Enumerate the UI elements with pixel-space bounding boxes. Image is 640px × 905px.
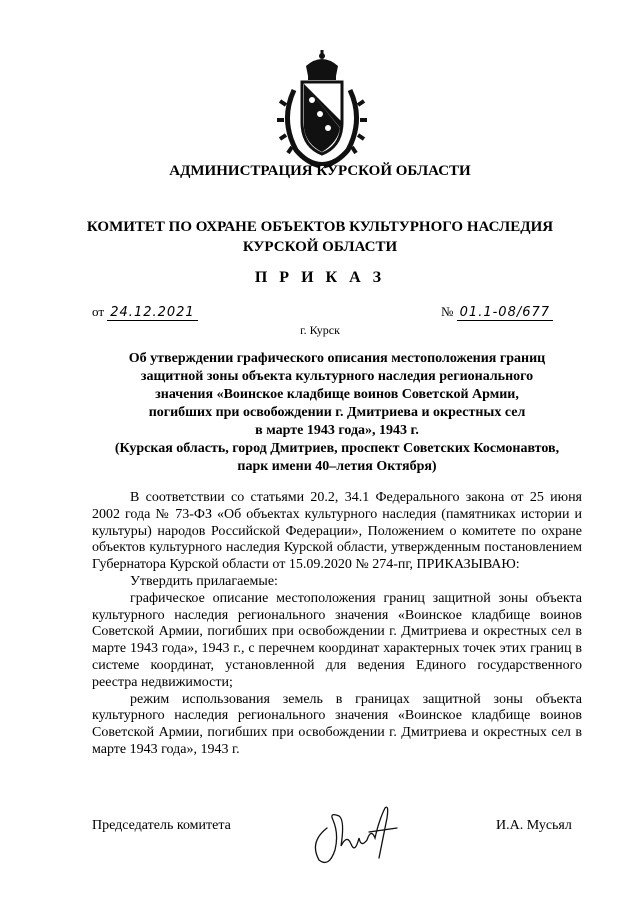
number-prefix: №	[441, 304, 454, 319]
order-title	[92, 350, 582, 476]
title-line: защитной зоны объекта культурного наследия регионального	[140, 369, 534, 384]
date-prefix: от	[92, 304, 105, 319]
title-line: (Курская область, город Дмитриев, проспект Советских Космонавтов,	[114, 441, 560, 456]
body-paragraph: В соответствии со статьями 20.2, 34.1 Федерального закона от 25 июня 2002 года № 73-ФЗ «Об объектах культурного наследия (памятниках истории и культуры) народов Российской Федерации», Положением о комитете по охране объектов культурного наследия Курской области, утвержденным постановлением Губернатора Курской области от 15.09.2020 № 274-пг, ПРИКАЗЫВАЮ:	[92, 490, 582, 573]
body-paragraph: режим использования земель в границах защитной зоны объекта культурного наследия регионального значения «Воинское кладбище воинов Советской Армии, погибших при освобождении г. Дмитриева и окрестных сел в марте 1943 года», 1943 г.	[92, 691, 582, 757]
city-label: г. Курск	[300, 323, 340, 337]
signer-position: Председатель комитета	[92, 818, 231, 833]
body-paragraph: графическое описание местоположения границ защитной зоны объекта культурного наследия регионального значения «Воинское кладбище воинов Советской Армии, погибших при освобождении г. Дмитриева и окрестных сел в марте 1943 года», 1943 г., с перечнем координат характерных точек этих границ в системе координат, установленной для ведения Единого государственного реестра недвижимости;	[92, 590, 582, 690]
committee-heading-line2: КУРСКОЙ ОБЛАСТИ	[242, 239, 398, 255]
order-number	[441, 304, 553, 320]
body-paragraph: Утвердить прилагаемые:	[130, 573, 278, 589]
order-body	[92, 490, 582, 759]
title-line: погибших при освобождении г. Дмитриева и окрестных сел	[148, 405, 526, 420]
title-line: значения «Воинское кладбище воинов Советской Армии,	[155, 387, 519, 402]
title-line: Об утверждении графического описания местоположения границ	[128, 351, 546, 366]
signer-name: И.А. Мусьял	[496, 818, 572, 833]
title-line: в марте 1943 года», 1943 г.	[255, 423, 419, 438]
coat-of-arms-emblem	[272, 50, 372, 170]
administration-heading: АДМИНИСТРАЦИЯ КУРСКОЙ ОБЛАСТИ	[169, 163, 471, 179]
order-type-heading: П Р И К А З	[254, 269, 386, 286]
committee-heading-line1: КОМИТЕТ ПО ОХРАНЕ ОБЪЕКТОВ КУЛЬТУРНОГО НАСЛЕДИЯ	[86, 219, 554, 235]
committee-heading	[0, 217, 640, 257]
order-date	[92, 304, 198, 320]
handwritten-signature	[305, 798, 405, 870]
title-line: парк имени 40–летия Октября)	[237, 459, 437, 474]
number-value: 01.1-08/677	[457, 305, 553, 321]
date-value: 24.12.2021	[107, 305, 197, 321]
